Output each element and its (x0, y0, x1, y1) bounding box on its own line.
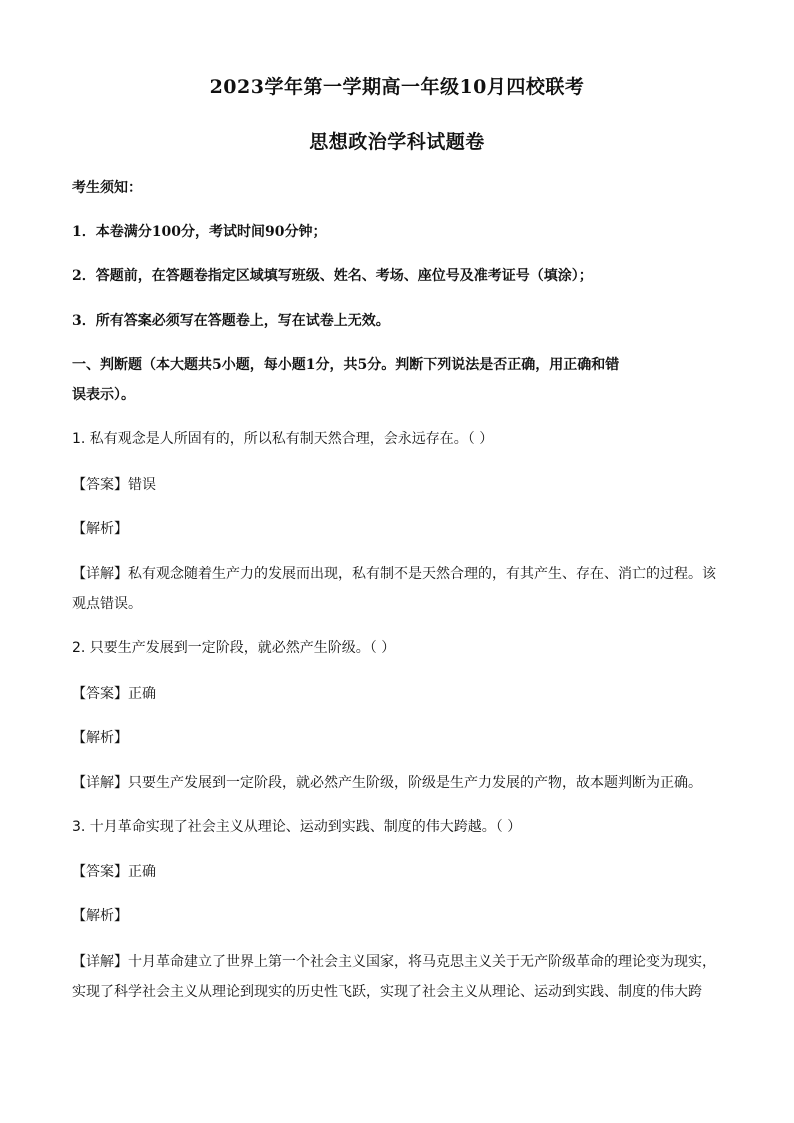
question-1-detail-line2: 观点错误。 (72, 596, 142, 612)
detail-text: 只要生产发展到一定阶段，就必然产生阶级，阶级是生产力发展的产物，故本题判断为正确。 (128, 775, 702, 791)
detail-tag: 【详解】 (72, 775, 128, 791)
detail-text: 十月革命建立了世界上第一个社会主义国家，将马克思主义关于无产阶级革命的理论变为现实， (128, 954, 716, 970)
question-1-analysis (72, 519, 722, 539)
notice-item-2: 2．答题前，在答题卷指定区域填写班级、姓名、考场、座位号及准考证号（填涂）； (72, 268, 593, 284)
section-heading-line2: 误表示）。 (72, 387, 135, 403)
question-3-analysis (72, 906, 722, 926)
analysis-tag: 【解析】 (72, 730, 128, 746)
answer-value: 正确 (128, 686, 156, 702)
detail-tag: 【详解】 (72, 954, 128, 970)
question-3-text: 3. 十月革命实现了社会主义从理论、运动到实践、制度的伟大跨越。（ ） (72, 819, 522, 835)
detail-tag: 【详解】 (72, 566, 128, 582)
question-3-detail-line2: 实现了科学社会主义从理论到现实的历史性飞跃，实现了社会主义从理论、运动到实践、制度的伟大跨 (72, 984, 702, 1000)
question-3-detail-line1 (72, 952, 722, 972)
question-3-answer (72, 862, 722, 882)
detail-text: 私有观念随着生产力的发展而出现，私有制不是天然合理的，有其产生、存在、消亡的过程。该 (128, 566, 716, 582)
exam-subtitle: 思想政治学科试题卷 (309, 131, 485, 153)
answer-tag: 【答案】 (72, 477, 128, 493)
exam-title: 2023学年第一学期高一年级10月四校联考 (209, 76, 585, 98)
section-heading-line1: 一、判断题（本大题共5小题，每小题1分，共5分。判断下列说法是否正确，用正确和错 (72, 357, 620, 373)
question-2-answer (72, 684, 722, 704)
notice-heading: 考生须知： (72, 180, 142, 196)
question-2-analysis (72, 728, 722, 748)
question-1-text: 1. 私有观念是人所固有的，所以私有制天然合理，会永远存在。（ ） (72, 431, 494, 447)
question-1-answer (72, 475, 722, 495)
question-1-detail-line1 (72, 564, 722, 584)
answer-value: 正确 (128, 864, 156, 880)
notice-item-1: 1．本卷满分100分，考试时间90分钟； (72, 224, 327, 240)
answer-tag: 【答案】 (72, 864, 128, 880)
notice-item-3: 3．所有答案必须写在答题卷上，写在试卷上无效。 (72, 313, 390, 329)
analysis-tag: 【解析】 (72, 521, 128, 537)
question-2-detail-line1 (72, 773, 722, 793)
answer-value: 错误 (128, 477, 156, 493)
analysis-tag: 【解析】 (72, 908, 128, 924)
question-2-text: 2. 只要生产发展到一定阶段，就必然产生阶级。（ ） (72, 640, 396, 656)
answer-tag: 【答案】 (72, 686, 128, 702)
